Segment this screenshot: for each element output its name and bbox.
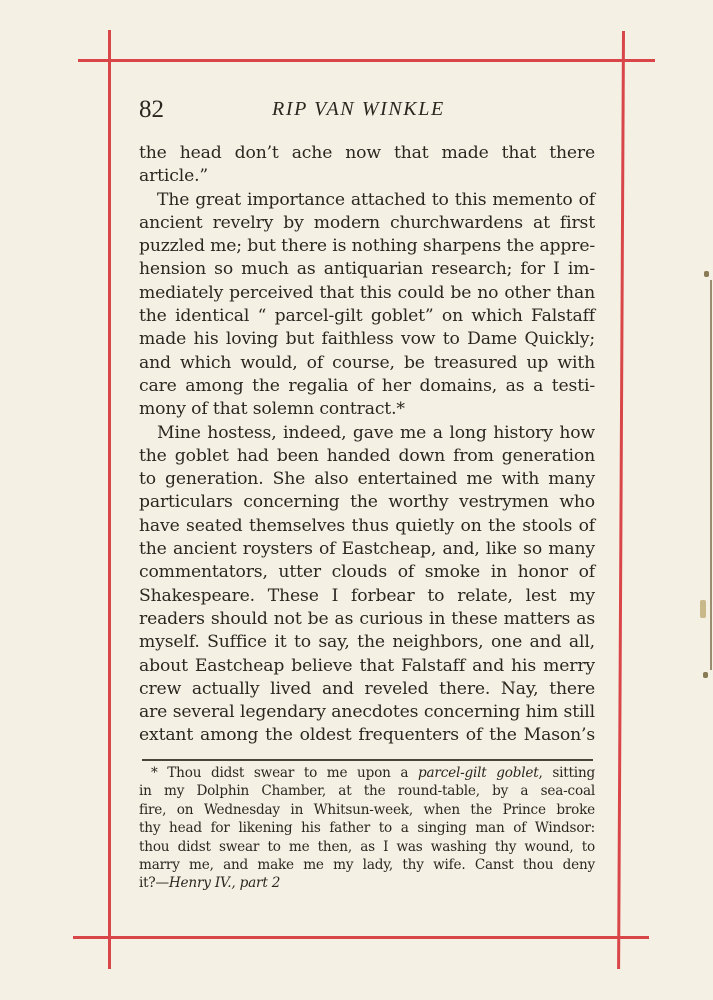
running-title: RIP VAN WINKLE (272, 98, 445, 120)
body-line: the head don’t ache now that made that there (139, 143, 595, 163)
body-line: readers should not be as curious in these matters as (139, 608, 595, 629)
body-line: made his loving but faithless vow to Dame Quickly; (139, 329, 595, 350)
body-line: are several legendary anecdotes concerning him still (139, 702, 595, 723)
footnote-text: , sitting (538, 765, 596, 781)
footnote-citation: Henry IV., part 2 (168, 875, 281, 892)
footnote-line: in my Dolphin Chamber, at the round-table, by a sea-coal (139, 783, 595, 800)
body-line: Shakespeare. These I forbear to relate, lest my (139, 585, 595, 606)
page-edge (710, 280, 712, 670)
border-rule-bottom (73, 936, 649, 939)
border-rule-top (78, 59, 655, 62)
body-line: commentators, utter clouds of smoke in honor of (139, 562, 595, 583)
body-line: to generation. She also entertained me with many (139, 469, 595, 490)
body-line: the ancient roysters of Eastcheap, and, like so many (139, 539, 595, 560)
footnote-line: thy head for likening his father to a singing man of Windsor: (139, 820, 595, 837)
footnote-text: * Thou didst swear to me upon a (151, 765, 418, 781)
body-line: extant among the oldest frequenters of the Mason’s (139, 725, 595, 746)
footnote-line: marry me, and make me my lady, thy wife. Canst thou deny (139, 856, 595, 873)
footnote-line: thou didst swear to me then, as I was washing thy wound, to (139, 838, 595, 855)
body-line: myself. Suffice it to say, the neighbors, one and all, (139, 632, 595, 653)
page-edge-mark (703, 672, 708, 678)
footnote-text: it?— (139, 875, 169, 892)
footnote-italic-text: parcel-gilt goblet (417, 765, 539, 781)
body-line: The great importance attached to this memento of (157, 189, 595, 210)
page-number: 82 (139, 96, 164, 123)
body-line: crew actually lived and reveled there. Nay, there (139, 678, 595, 699)
running-head (139, 96, 599, 124)
border-rule-right (617, 31, 625, 969)
page-edge-mark (704, 271, 709, 277)
body-line: hension so much as antiquarian research; for I im- (139, 259, 595, 280)
body-line: and which would, of course, be treasured up with (139, 352, 595, 373)
body-text (139, 142, 595, 748)
body-line: have seated themselves thus quietly on the stools of (139, 515, 595, 536)
body-line: article.” (139, 166, 209, 187)
footnote-rule (142, 759, 593, 761)
footnote-line (139, 874, 595, 892)
body-line: the goblet had been handed down from generation (139, 445, 595, 466)
body-line: care among the regalia of her domains, as a testi- (139, 375, 595, 396)
border-rule-left (108, 30, 111, 969)
footnote-line: fire, on Wednesday in Whitsun-week, when the Prince broke (139, 801, 595, 818)
body-line: the identical “ parcel-gilt goblet” on which Falstaff (139, 306, 595, 327)
footnote-line (139, 764, 595, 782)
body-line: ancient revelry by modern churchwardens at first (139, 212, 595, 233)
body-line: particulars concerning the worthy vestrymen who (139, 492, 595, 513)
body-line: mediately perceived that this could be no other than (139, 282, 595, 303)
footnote (139, 764, 595, 893)
body-line: mony of that solemn contract.* (139, 399, 405, 420)
page-edge-mark (700, 600, 706, 618)
body-line: about Eastcheap believe that Falstaff and his merry (139, 655, 595, 676)
body-line: puzzled me; but there is nothing sharpens the appre- (139, 236, 595, 257)
body-line: Mine hostess, indeed, gave me a long history how (157, 422, 595, 443)
